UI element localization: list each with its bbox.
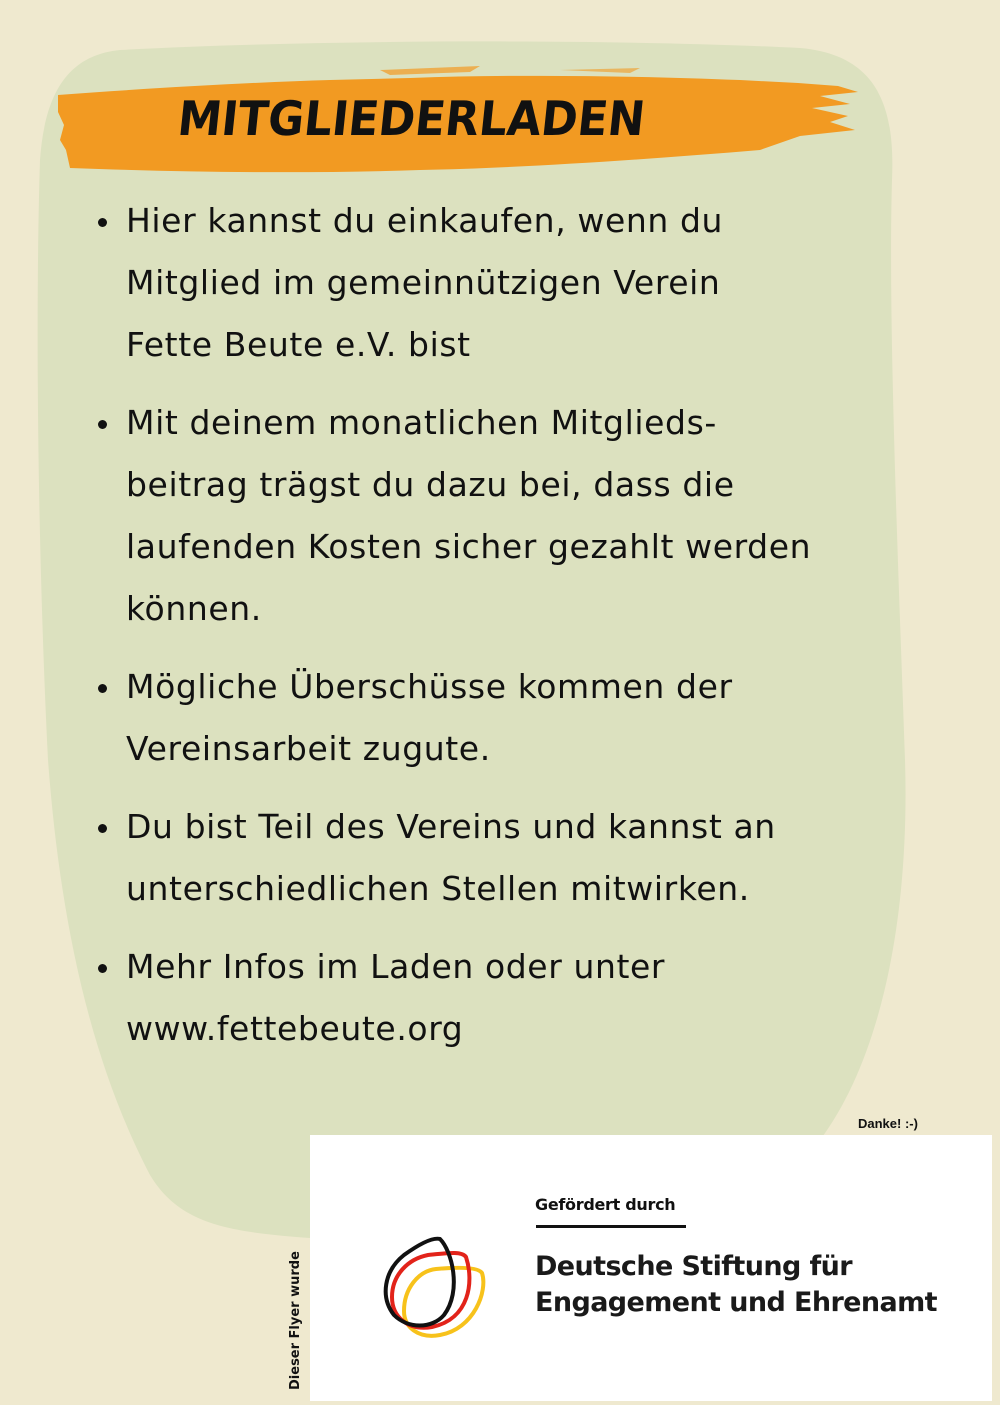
info-bullet-list xyxy=(90,190,940,1076)
divider xyxy=(536,1225,686,1228)
dsee-leaf-rings-icon xyxy=(378,1231,488,1341)
sponsor-box xyxy=(310,1135,992,1401)
bullet-item: Mögliche Überschüsse kommen der Vereinsarbeit zugute. xyxy=(90,656,940,780)
sponsor-name: Deutsche Stiftung für Engagement und Ehrenamt xyxy=(535,1251,937,1318)
thanks-note: Danke! :-) xyxy=(858,1116,918,1131)
bullet-item: Hier kannst du einkaufen, wenn du Mitglied im gemeinnützigen Verein Fette Beute e.V. bist xyxy=(90,190,940,376)
vertical-note: Dieser Flyer wurde xyxy=(288,1251,303,1390)
bullet-item: Du bist Teil des Vereins und kannst an unterschiedlichen Stellen mitwirken. xyxy=(90,796,940,920)
bullet-item: Mehr Infos im Laden oder unter www.fettebeute.org xyxy=(90,936,940,1060)
funded-by-label: Gefördert durch xyxy=(535,1195,676,1214)
website-link[interactable]: www.fettebeute.org xyxy=(126,1009,464,1048)
bullet-item: Mit deinem monatlichen Mitglieds- beitrag trägst du dazu bei, dass die laufenden Kosten sicher gezahlt werden können. xyxy=(90,392,940,640)
page-title: MITGLIEDERLADEN xyxy=(175,91,648,148)
